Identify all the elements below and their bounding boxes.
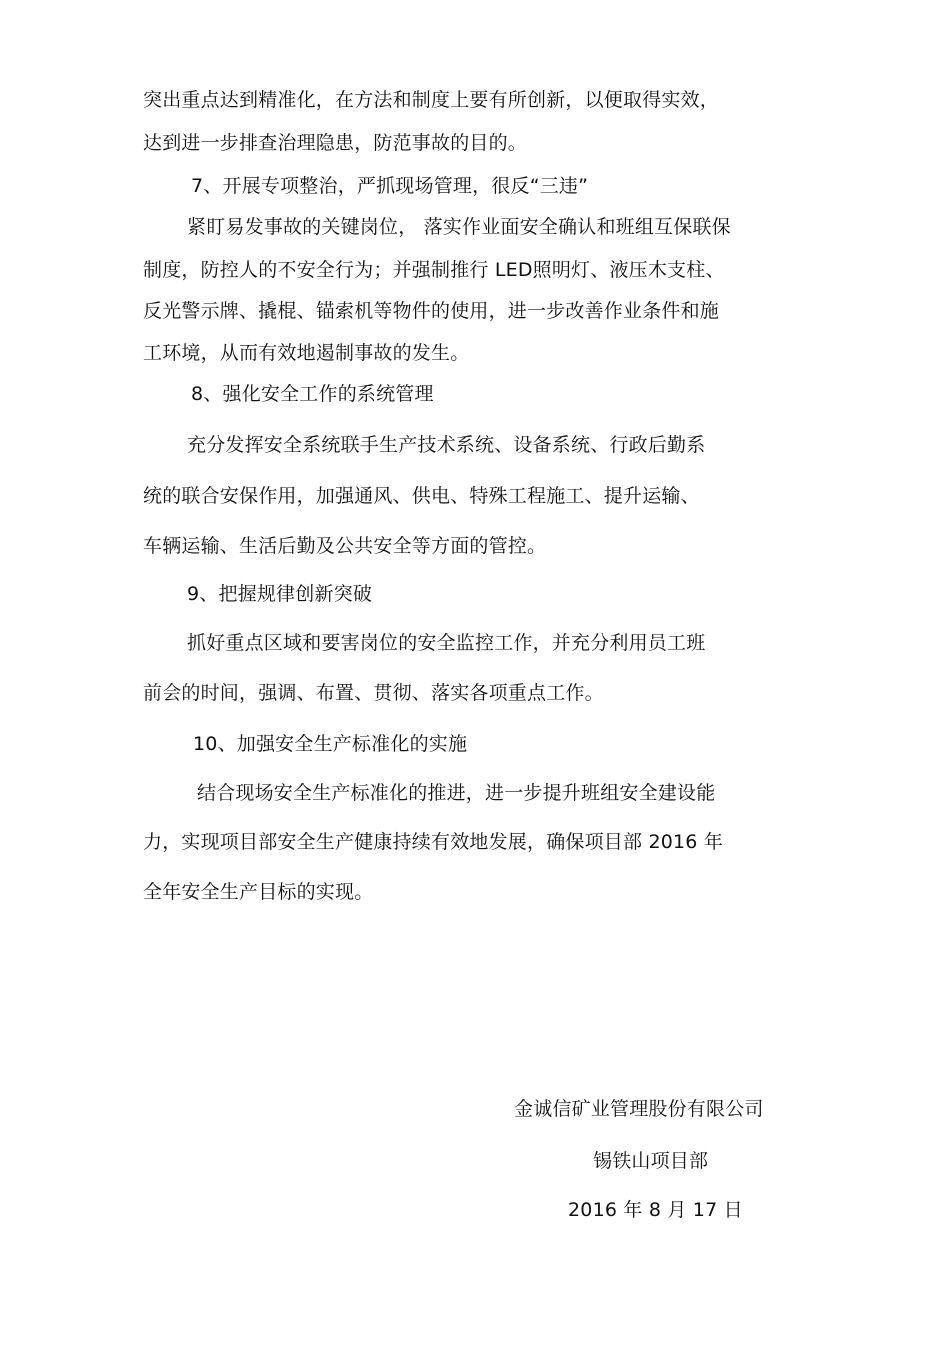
signature-date: 2016 年 8 月 17 日 <box>568 1199 743 1221</box>
body-line: 力，实现项目部安全生产健康持续有效地发展，确保项目部 2016 年 <box>143 831 724 853</box>
body-line: 工环境，从而有效地遏制事故的发生。 <box>143 342 470 364</box>
body-line: 前会的时间，强调、布置、贯彻、落实各项重点工作。 <box>143 682 604 704</box>
body-line: 抓好重点区域和要害岗位的安全监控工作，并充分利用员工班 <box>187 632 706 654</box>
body-line: 全年安全生产目标的实现。 <box>143 881 374 903</box>
body-line: 紧盯易发事故的关键岗位， 落实作业面安全确认和班组互保联保 <box>187 216 731 238</box>
section-heading-8: 8、强化安全工作的系统管理 <box>191 383 434 405</box>
body-line: 统的联合安保作用，加强通风、供电、特殊工程施工、提升运输、 <box>143 485 700 507</box>
signature-company: 金诚信矿业管理股份有限公司 <box>514 1098 764 1120</box>
body-line: 车辆运输、生活后勤及公共安全等方面的管控。 <box>143 535 547 557</box>
body-line: 制度，防控人的不安全行为；并强制推行 LED照明灯、液压木支柱、 <box>143 259 725 281</box>
section-heading-7: 7、开展专项整治，严抓现场管理，很反“三违” <box>191 175 589 197</box>
body-line: 充分发挥安全系统联手生产技术系统、设备系统、行政后勤系 <box>187 434 706 456</box>
body-line: 突出重点达到精准化，在方法和制度上要有所创新，以便取得实效， <box>143 89 720 111</box>
body-line: 结合现场安全生产标准化的推进，进一步提升班组安全建设能 <box>197 782 716 804</box>
signature-department: 锡铁山项目部 <box>593 1150 709 1172</box>
section-heading-9: 9、把握规律创新突破 <box>187 583 373 605</box>
section-heading-10: 10、加强安全生产标准化的实施 <box>193 733 468 755</box>
body-line: 反光警示牌、撬棍、锚索机等物件的使用，进一步改善作业条件和施 <box>143 300 720 322</box>
body-line: 达到进一步排查治理隐患，防范事故的目的。 <box>143 132 528 154</box>
